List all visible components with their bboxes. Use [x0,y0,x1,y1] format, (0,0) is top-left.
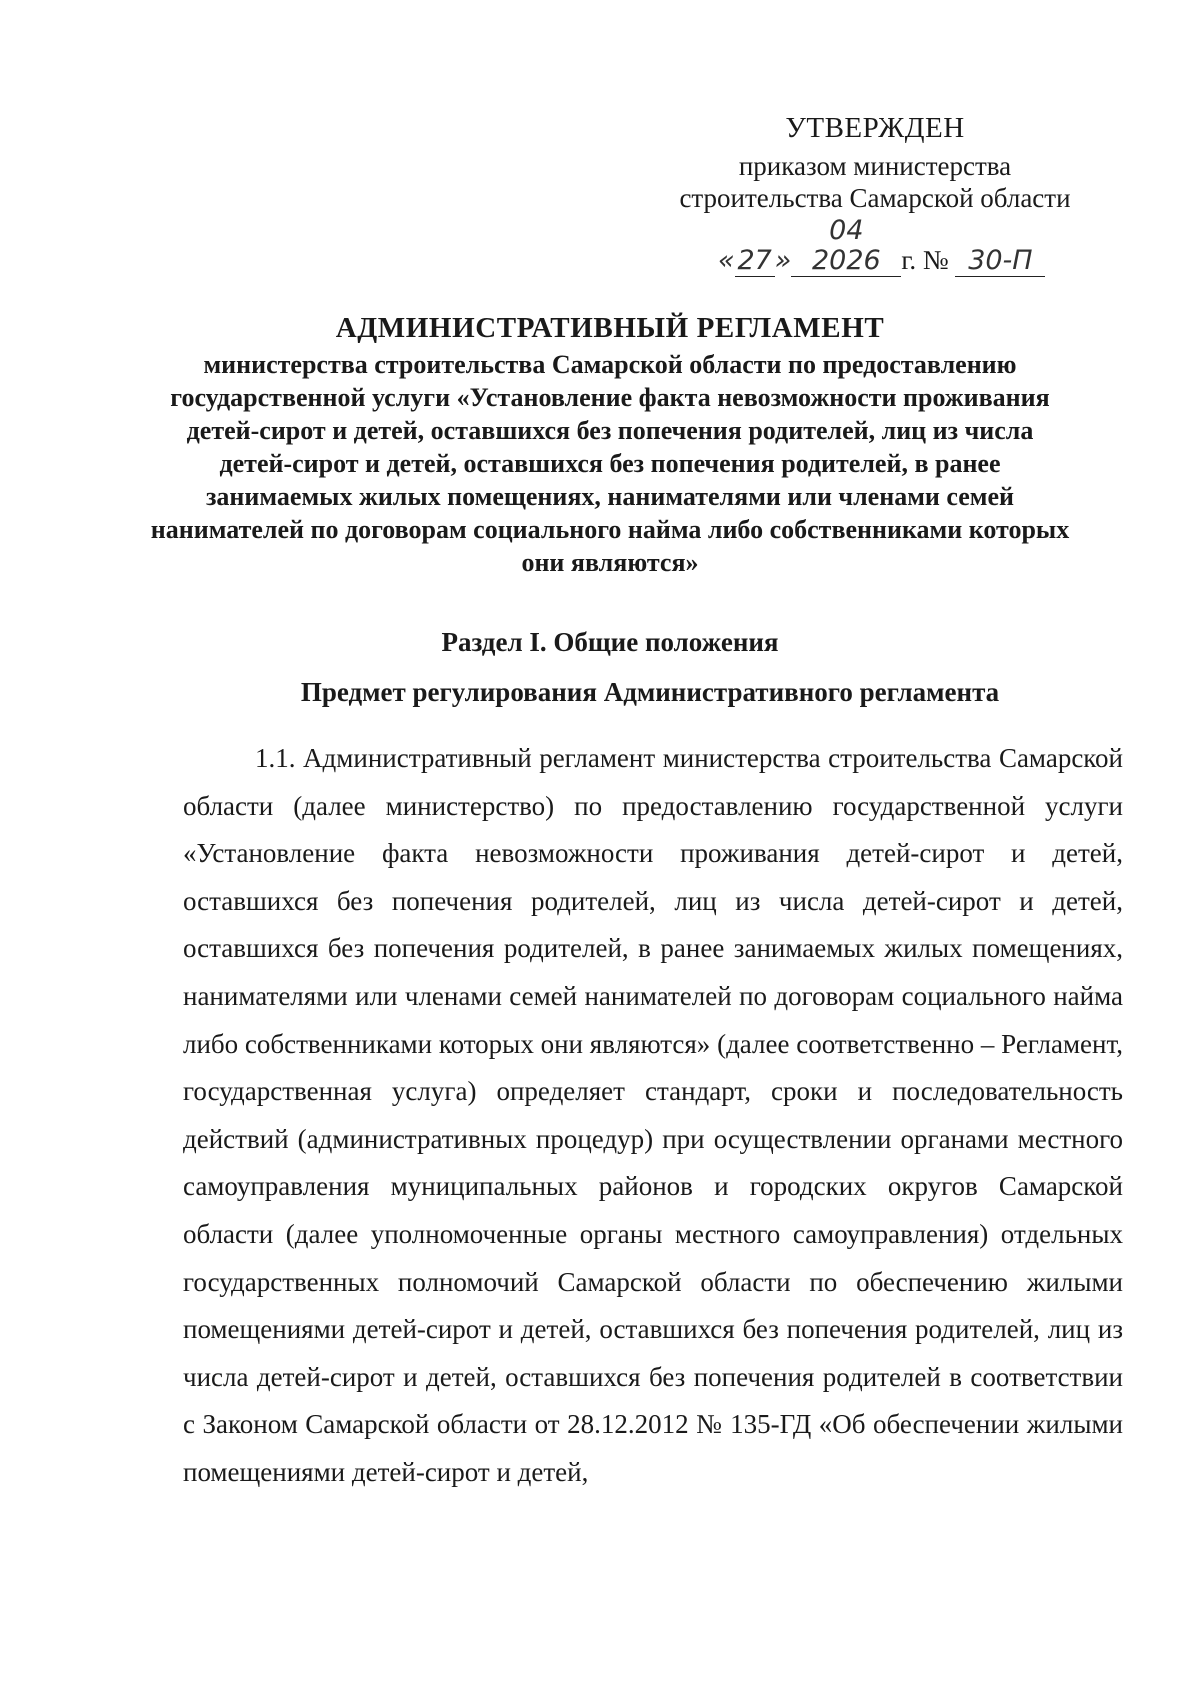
document-subtitle: министерства строительства Самарской области по предоставлению государственной услуги «Установление факта невозможности проживания детей-сирот и детей, оставшихся без попечения родителей, лиц из числа детей-сирот и детей, оставшихся без попечения родителей, в ранее занимаемых жилых помещениях, нанимателями или членами семей нанимателей по договорам социального найма либо собственниками которых они являются» [150,350,1070,577]
body-paragraph: 1.1. Административный регламент министерства строительства Самарской области (далее министерство) по предоставлению государственной услуги «Установление факта невозможности проживания детей-сирот и детей, оставшихся без попечения родителей, лиц из числа детей-сирот и детей, оставшихся без попечения родителей, в ранее занимаемых жилых помещениях, нанимателями или членами семей нанимателей по договорам социального найма либо собственниками которых они являются» (далее соответственно – Регламент, государственная услуга) определяет стандарт, сроки и последовательность действий (административных процедур) при осуществлении органами местного самоуправления муниципальных районов и городских округов Самарской области (далее уполномоченные органы местного самоуправления) отдельных государственных полномочий Самарской области по обеспечению жилыми помещениями детей-сирот и детей, оставшихся без попечения родителей, лиц из числа детей-сирот и детей, оставшихся без попечения родителей в соответствии с Законом Самарской области от 28.12.2012 № 135-ГД «Об обеспечении жилыми помещениями детей-сирот и детей, [183,743,1123,1487]
approval-line-1: приказом министерства [738,151,1012,181]
date-open-quote: « [718,245,735,276]
approval-title: УТВЕРЖДЕН [785,112,965,144]
section-subheading: Предмет регулирования Административного регламента [300,677,1000,707]
order-date-number [640,215,1110,276]
date-close-quote: » [774,245,792,276]
order-number: 30-П [955,246,1045,277]
order-month-year: 04 2026 [791,216,901,277]
approval-block [640,112,1110,276]
order-number-label: г. № [901,245,949,275]
document-title: АДМИНИСТРАТИВНЫЙ РЕГЛАМЕНТ [335,312,885,344]
order-day: 27 [735,246,775,277]
section-heading: Раздел I. Общие положения [441,627,779,657]
document-title-block [150,310,1070,579]
approval-line-2: строительства Самарской области [679,183,1071,213]
